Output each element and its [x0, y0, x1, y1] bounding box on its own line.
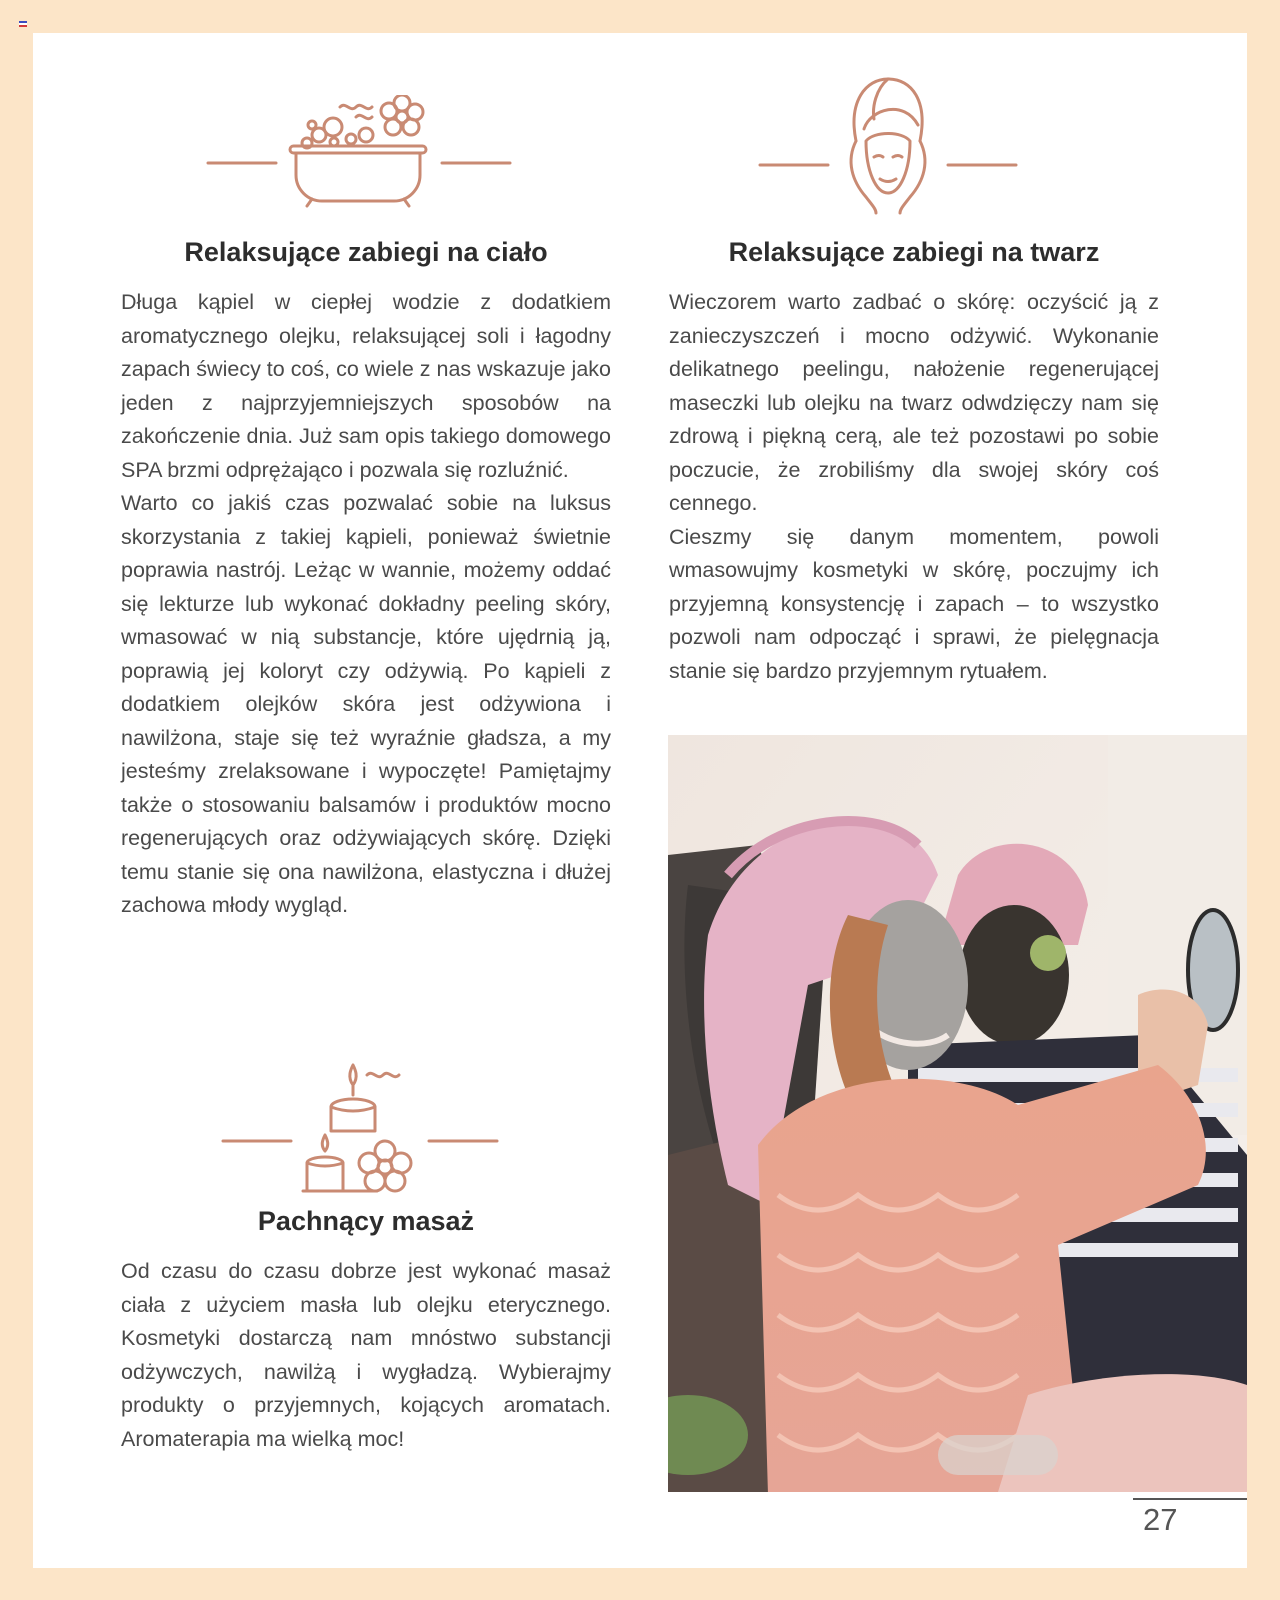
body-treatments-title: Relaksujące zabiegi na ciało	[184, 237, 548, 267]
candles-flower-icon	[221, 1061, 501, 1197]
bathtub-icon	[206, 95, 512, 211]
flag-icon	[19, 21, 27, 27]
towel-head-mask-icon	[758, 75, 1018, 217]
body-paragraph: Długa kąpiel w ciepłej wodzie z dodatkiem aromatycznego olejku, relaksującej soli i łagodny zapach świecy to coś, co wiele z nas wskazuje jako jeden z najprzyjemniejszych sposobów na zakończenie dnia. Już sam opis takiego domowego SPA brzmi odprężająco i pozwala się rozluźnić.	[121, 290, 612, 482]
body-treatments-text	[121, 286, 611, 923]
page-number	[1133, 1498, 1247, 1540]
women-face-masks-photo	[668, 735, 1247, 1492]
face-paragraph: Cieszmy się danym momentem, powoli wmasowujmy kosmetyki w skórę, poczujmy ich przyjemną konsystencję i zapach – to wszystko pozwoli nam odpocząć i sprawi, że pielęgnacja stanie się bardzo przyjemnym rytuałem.	[669, 524, 1159, 683]
massage-paragraph: Od czasu do czasu dobrze jest wykonać masaż ciała z użyciem masła lub olejku eterycznego. Kosmetyki dostarczą nam mnóstwo substancji odżywczych, nawilżą i wygładzą. Wybierajmy produkty o przyjemnych, kojących aromatach. Aromaterapia ma wielką moc!	[121, 1259, 611, 1451]
body-paragraph: Warto co jakiś czas pozwalać sobie na luksus skorzystania z takiej kąpieli, ponieważ świetnie poprawia nastrój. Leżąc w wannie, możemy oddać się lekturze lub wykonać dokładny peeling skóry, wmasować w nią substancje, które ujędrnią ją, poprawią jej koloryt czy odżywią. Po kąpieli z dodatkiem olejków skóra jest odżywiona i nawilżona, staje się też wyraźnie gładsza, a my jesteśmy zrelaksowane i wypoczęte! Pamiętajmy także o stosowaniu balsamów i produktów mocno regenerujących oraz odżywiających skórę. Dzięki temu stanie się ona nawilżona, elastyczna i dłużej zachowa młody wygląd.	[121, 491, 611, 917]
face-treatments-text	[669, 286, 1159, 688]
massage-title: Pachnący masaż	[257, 1206, 475, 1236]
face-treatments-title: Relaksujące zabiegi na twarz	[728, 237, 1100, 267]
face-paragraph: Wieczorem warto zadbać o skórę: oczyścić ją z zanieczyszczeń i mocno odżywić. Wykonanie delikatnego peelingu, nałożenie regenerującej maseczki lub olejku na twarz odwdzięczy nam się zdrową i piękną cerą, ale też pozostawi po sobie poczucie, że zrobiliśmy dla swojej skóry coś cennego.	[669, 290, 1159, 515]
magazine-page	[33, 33, 1247, 1568]
massage-text	[121, 1255, 611, 1456]
page-number-label: 27	[1143, 1502, 1178, 1537]
